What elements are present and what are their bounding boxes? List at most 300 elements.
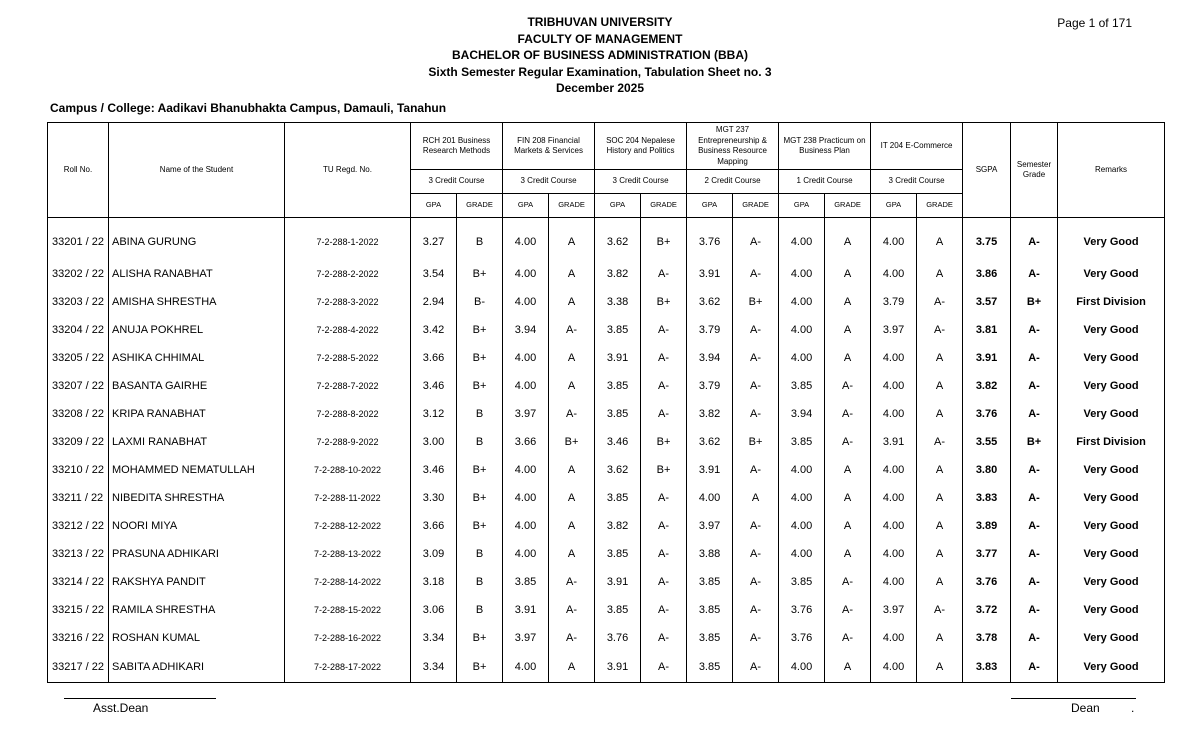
regd-cell: 7-2-288-4-2022 (285, 316, 411, 344)
gpa-cell: 3.97 (503, 400, 549, 428)
grade-cell: A- (641, 512, 687, 540)
gpa-cell: 3.91 (595, 344, 641, 372)
grade-cell: A- (641, 344, 687, 372)
grade-cell: A- (549, 568, 595, 596)
gpa-cell: 3.66 (503, 428, 549, 456)
semester-grade-cell: A- (1011, 596, 1058, 624)
grade-cell: A (825, 540, 871, 568)
table-row (48, 400, 1165, 428)
grade-cell: A- (641, 260, 687, 288)
gpa-cell: 3.46 (411, 372, 457, 400)
grade-cell: A- (825, 372, 871, 400)
grade-cell: B (457, 540, 503, 568)
sgpa-cell: 3.55 (963, 428, 1011, 456)
grade-cell: A (917, 652, 963, 683)
sgpa-cell: 3.86 (963, 260, 1011, 288)
grade-cell: A (917, 344, 963, 372)
table-row (48, 344, 1165, 372)
header-semester-grade: Semester Grade (1011, 123, 1058, 218)
subheader-gpa: GPA (687, 194, 733, 218)
gpa-cell: 3.91 (687, 260, 733, 288)
semester-grade-cell: A- (1011, 456, 1058, 484)
gpa-cell: 3.88 (687, 540, 733, 568)
credit-course-3: 3 Credit Course (595, 170, 687, 194)
table-row (48, 540, 1165, 568)
gpa-cell: 3.66 (411, 512, 457, 540)
header-course-1: RCH 201 Business Research Methods (411, 123, 503, 170)
grade-cell: A (917, 400, 963, 428)
campus-name: Campus / College: Aadikavi Bhanubhakta Campus, Damauli, Tanahun (50, 101, 447, 115)
gpa-cell: 3.85 (503, 568, 549, 596)
grade-cell: A (917, 456, 963, 484)
grade-cell: B (457, 428, 503, 456)
roll-cell: 33209 / 22 (48, 428, 109, 456)
roll-cell: 33210 / 22 (48, 456, 109, 484)
gpa-cell: 4.00 (871, 456, 917, 484)
semester-grade-cell: A- (1011, 372, 1058, 400)
grade-cell: B+ (641, 288, 687, 316)
grade-cell: B+ (641, 428, 687, 456)
grade-cell: A (825, 484, 871, 512)
gpa-cell: 3.76 (779, 596, 825, 624)
regd-cell: 7-2-288-10-2022 (285, 456, 411, 484)
semester-grade-cell: A- (1011, 652, 1058, 683)
grade-cell: B+ (733, 428, 779, 456)
gpa-cell: 3.85 (687, 652, 733, 683)
grade-cell: B+ (457, 652, 503, 683)
student-name-cell: RAMILA SHRESTHA (109, 596, 285, 624)
grade-cell: A- (917, 428, 963, 456)
grade-cell: A- (549, 596, 595, 624)
gpa-cell: 4.00 (779, 316, 825, 344)
grade-cell: A (825, 652, 871, 683)
sgpa-cell: 3.72 (963, 596, 1011, 624)
page-number: Page 1 of 171 (1057, 16, 1132, 30)
roll-cell: 33211 / 22 (48, 484, 109, 512)
grade-cell: A (825, 512, 871, 540)
grade-cell: A- (733, 652, 779, 683)
grade-cell: A (549, 456, 595, 484)
student-name-cell: ROSHAN KUMAL (109, 624, 285, 652)
grade-cell: A- (641, 484, 687, 512)
grade-cell: B+ (457, 456, 503, 484)
grade-cell: A- (733, 218, 779, 261)
student-name-cell: BASANTA GAIRHE (109, 372, 285, 400)
grade-cell: B+ (457, 624, 503, 652)
gpa-cell: 4.00 (871, 400, 917, 428)
semester-grade-cell: A- (1011, 400, 1058, 428)
gpa-cell: 3.85 (595, 484, 641, 512)
subheader-grade: GRADE (457, 194, 503, 218)
grade-cell: A- (825, 428, 871, 456)
semester-grade-cell: A- (1011, 484, 1058, 512)
grade-cell: B (457, 400, 503, 428)
student-name-cell: MOHAMMED NEMATULLAH (109, 456, 285, 484)
grade-cell: B+ (457, 512, 503, 540)
gpa-cell: 4.00 (503, 456, 549, 484)
gpa-cell: 3.54 (411, 260, 457, 288)
gpa-cell: 3.85 (595, 316, 641, 344)
grade-cell: A- (549, 400, 595, 428)
roll-cell: 33216 / 22 (48, 624, 109, 652)
grade-cell: A- (733, 624, 779, 652)
grade-cell: A- (641, 400, 687, 428)
sgpa-cell: 3.76 (963, 568, 1011, 596)
gpa-cell: 4.00 (871, 624, 917, 652)
gpa-cell: 4.00 (503, 288, 549, 316)
student-name-cell: NIBEDITA SHRESTHA (109, 484, 285, 512)
grade-cell: A (917, 260, 963, 288)
grade-cell: A (549, 260, 595, 288)
remarks-cell: Very Good (1058, 456, 1165, 484)
roll-cell: 33204 / 22 (48, 316, 109, 344)
grade-cell: A (549, 288, 595, 316)
grade-cell: B+ (457, 372, 503, 400)
regd-cell: 7-2-288-17-2022 (285, 652, 411, 683)
subheader-gpa: GPA (503, 194, 549, 218)
gpa-cell: 3.97 (871, 316, 917, 344)
sgpa-cell: 3.83 (963, 484, 1011, 512)
program-name: BACHELOR OF BUSINESS ADMINISTRATION (BBA) (452, 48, 748, 62)
gpa-cell: 3.94 (503, 316, 549, 344)
semester-grade-cell: B+ (1011, 428, 1058, 456)
student-name-cell: ALISHA RANABHAT (109, 260, 285, 288)
dean-label: Dean (1071, 701, 1100, 715)
header-course-6: IT 204 E-Commerce (871, 123, 963, 170)
gpa-cell: 3.91 (871, 428, 917, 456)
gpa-cell: 4.00 (871, 484, 917, 512)
subheader-gpa: GPA (779, 194, 825, 218)
gpa-cell: 3.46 (411, 456, 457, 484)
student-name-cell: KRIPA RANABHAT (109, 400, 285, 428)
gpa-cell: 2.94 (411, 288, 457, 316)
semester-grade-cell: B+ (1011, 288, 1058, 316)
header-regd: TU Regd. No. (285, 123, 411, 218)
gpa-cell: 3.76 (687, 218, 733, 261)
gpa-cell: 3.97 (871, 596, 917, 624)
gpa-cell: 3.85 (595, 596, 641, 624)
grade-cell: A- (733, 260, 779, 288)
exam-title: Sixth Semester Regular Examination, Tabulation Sheet no. 3 (428, 64, 772, 79)
semester-grade-cell: A- (1011, 512, 1058, 540)
header-sgpa: SGPA (963, 123, 1011, 218)
remarks-cell: Very Good (1058, 484, 1165, 512)
roll-cell: 33217 / 22 (48, 652, 109, 683)
grade-cell: A (917, 512, 963, 540)
grade-cell: A- (733, 344, 779, 372)
header-remarks: Remarks (1058, 123, 1165, 218)
semester-grade-cell: A- (1011, 344, 1058, 372)
remarks-cell: First Division (1058, 288, 1165, 316)
remarks-cell: Very Good (1058, 512, 1165, 540)
remarks-cell: Very Good (1058, 316, 1165, 344)
sgpa-cell: 3.80 (963, 456, 1011, 484)
grade-cell: A (917, 372, 963, 400)
gpa-cell: 4.00 (779, 218, 825, 261)
gpa-cell: 3.85 (779, 568, 825, 596)
grade-cell: A (825, 218, 871, 261)
gpa-cell: 3.76 (779, 624, 825, 652)
gpa-cell: 4.00 (503, 484, 549, 512)
gpa-cell: 4.00 (779, 260, 825, 288)
semester-grade-cell: A- (1011, 218, 1058, 261)
sgpa-cell: 3.81 (963, 316, 1011, 344)
gpa-cell: 4.00 (871, 652, 917, 683)
subheader-gpa: GPA (871, 194, 917, 218)
regd-cell: 7-2-288-8-2022 (285, 400, 411, 428)
gpa-cell: 3.91 (595, 568, 641, 596)
sgpa-cell: 3.83 (963, 652, 1011, 683)
sgpa-cell: 3.78 (963, 624, 1011, 652)
gpa-cell: 3.46 (595, 428, 641, 456)
student-name-cell: AMISHA SHRESTHA (109, 288, 285, 316)
gpa-cell: 4.00 (779, 512, 825, 540)
sgpa-cell: 3.91 (963, 344, 1011, 372)
gpa-cell: 3.00 (411, 428, 457, 456)
gpa-cell: 4.00 (871, 568, 917, 596)
semester-grade-cell: A- (1011, 568, 1058, 596)
sgpa-cell: 3.75 (963, 218, 1011, 261)
gpa-cell: 4.00 (871, 540, 917, 568)
remarks-cell: Very Good (1058, 260, 1165, 288)
roll-cell: 33215 / 22 (48, 596, 109, 624)
grade-cell: A- (641, 372, 687, 400)
grade-cell: A (825, 288, 871, 316)
regd-cell: 7-2-288-9-2022 (285, 428, 411, 456)
gpa-cell: 3.79 (687, 316, 733, 344)
regd-cell: 7-2-288-14-2022 (285, 568, 411, 596)
gpa-cell: 3.62 (687, 428, 733, 456)
gpa-cell: 3.94 (687, 344, 733, 372)
document-header (0, 14, 1200, 97)
sgpa-cell: 3.57 (963, 288, 1011, 316)
subheader-grade: GRADE (733, 194, 779, 218)
gpa-cell: 3.62 (595, 456, 641, 484)
exam-date: December 2025 (555, 81, 645, 95)
grade-cell: B+ (549, 428, 595, 456)
subheader-grade: GRADE (549, 194, 595, 218)
gpa-cell: 3.85 (595, 540, 641, 568)
remarks-cell: Very Good (1058, 344, 1165, 372)
gpa-cell: 3.06 (411, 596, 457, 624)
student-name-cell: ASHIKA CHHIMAL (109, 344, 285, 372)
faculty-name: FACULTY OF MANAGEMENT (517, 31, 683, 46)
gpa-cell: 3.91 (687, 456, 733, 484)
remarks-cell: Very Good (1058, 218, 1165, 261)
credit-course-4: 2 Credit Course (687, 170, 779, 194)
sgpa-cell: 3.76 (963, 400, 1011, 428)
grade-cell: A (549, 652, 595, 683)
grade-cell: A- (733, 512, 779, 540)
gpa-cell: 3.85 (595, 372, 641, 400)
gpa-cell: 4.00 (503, 260, 549, 288)
subheader-grade: GRADE (917, 194, 963, 218)
gpa-cell: 3.79 (871, 288, 917, 316)
remarks-cell: Very Good (1058, 596, 1165, 624)
student-name-cell: LAXMI RANABHAT (109, 428, 285, 456)
gpa-cell: 4.00 (871, 344, 917, 372)
grade-cell: A (549, 344, 595, 372)
grade-cell: A- (825, 596, 871, 624)
grade-cell: B+ (641, 218, 687, 261)
subheader-grade: GRADE (641, 194, 687, 218)
regd-cell: 7-2-288-7-2022 (285, 372, 411, 400)
gpa-cell: 4.00 (871, 372, 917, 400)
grade-cell: A- (733, 596, 779, 624)
grade-cell: B+ (457, 260, 503, 288)
gpa-cell: 4.00 (871, 218, 917, 261)
roll-cell: 33212 / 22 (48, 512, 109, 540)
grade-cell: A (917, 624, 963, 652)
remarks-cell: First Division (1058, 428, 1165, 456)
semester-grade-cell: A- (1011, 316, 1058, 344)
gpa-cell: 3.82 (687, 400, 733, 428)
table-row (48, 456, 1165, 484)
asst-dean-signature-line (64, 698, 216, 699)
grade-cell: A- (825, 400, 871, 428)
grade-cell: A- (641, 596, 687, 624)
gpa-cell: 3.85 (595, 400, 641, 428)
gpa-cell: 4.00 (503, 218, 549, 261)
gpa-cell: 3.79 (687, 372, 733, 400)
asst-dean-label: Asst.Dean (93, 701, 149, 715)
grade-cell: A (825, 456, 871, 484)
gpa-cell: 3.27 (411, 218, 457, 261)
table-row (48, 512, 1165, 540)
gpa-cell: 4.00 (779, 652, 825, 683)
grade-cell: A- (825, 568, 871, 596)
roll-cell: 33202 / 22 (48, 260, 109, 288)
credit-course-2: 3 Credit Course (503, 170, 595, 194)
grade-cell: B+ (457, 484, 503, 512)
grade-cell: A- (641, 540, 687, 568)
regd-cell: 7-2-288-12-2022 (285, 512, 411, 540)
table-row (48, 624, 1165, 652)
grade-cell: A (549, 218, 595, 261)
header-course-4: MGT 237 Entrepreneurship & Business Resource Mapping (687, 123, 779, 170)
grade-cell: A- (917, 596, 963, 624)
gpa-cell: 4.00 (503, 540, 549, 568)
gpa-cell: 3.94 (779, 400, 825, 428)
dean-dot: . (1131, 701, 1135, 715)
grade-cell: A- (641, 316, 687, 344)
gpa-cell: 4.00 (779, 456, 825, 484)
grade-cell: A- (733, 540, 779, 568)
gpa-cell: 3.91 (503, 596, 549, 624)
gpa-cell: 3.85 (687, 568, 733, 596)
student-name-cell: RAKSHYA PANDIT (109, 568, 285, 596)
grade-cell: B (457, 568, 503, 596)
gpa-cell: 4.00 (779, 540, 825, 568)
semester-grade-cell: A- (1011, 260, 1058, 288)
table-row (48, 596, 1165, 624)
grade-cell: A (733, 484, 779, 512)
gpa-cell: 4.00 (871, 260, 917, 288)
grade-cell: A- (641, 568, 687, 596)
remarks-cell: Very Good (1058, 624, 1165, 652)
roll-cell: 33207 / 22 (48, 372, 109, 400)
table-row (48, 652, 1165, 683)
student-rows (48, 218, 1165, 683)
gpa-cell: 3.38 (595, 288, 641, 316)
gpa-cell: 3.85 (779, 428, 825, 456)
grade-cell: A (917, 484, 963, 512)
regd-cell: 7-2-288-13-2022 (285, 540, 411, 568)
student-name-cell: SABITA ADHIKARI (109, 652, 285, 683)
table-row (48, 484, 1165, 512)
regd-cell: 7-2-288-11-2022 (285, 484, 411, 512)
grade-cell: A- (733, 568, 779, 596)
table-row (48, 218, 1165, 261)
gpa-cell: 3.82 (595, 260, 641, 288)
grade-cell: A- (641, 652, 687, 683)
grade-cell: B (457, 596, 503, 624)
student-name-cell: ANUJA POKHREL (109, 316, 285, 344)
grade-cell: A (549, 372, 595, 400)
grade-cell: A- (549, 624, 595, 652)
grade-cell: B+ (457, 344, 503, 372)
semester-grade-cell: A- (1011, 540, 1058, 568)
regd-cell: 7-2-288-2-2022 (285, 260, 411, 288)
subheader-gpa: GPA (595, 194, 641, 218)
gpa-cell: 4.00 (687, 484, 733, 512)
gpa-cell: 3.34 (411, 624, 457, 652)
student-name-cell: ABINA GURUNG (109, 218, 285, 261)
sgpa-cell: 3.77 (963, 540, 1011, 568)
roll-cell: 33213 / 22 (48, 540, 109, 568)
student-name-cell: NOORI MIYA (109, 512, 285, 540)
gpa-cell: 3.66 (411, 344, 457, 372)
student-name-cell: PRASUNA ADHIKARI (109, 540, 285, 568)
table-row (48, 316, 1165, 344)
header-roll: Roll No. (48, 123, 109, 218)
remarks-cell: Very Good (1058, 568, 1165, 596)
roll-cell: 33205 / 22 (48, 344, 109, 372)
remarks-cell: Very Good (1058, 400, 1165, 428)
remarks-cell: Very Good (1058, 540, 1165, 568)
header-course-3: SOC 204 Nepalese History and Politics (595, 123, 687, 170)
grade-cell: A- (641, 624, 687, 652)
gpa-cell: 3.82 (595, 512, 641, 540)
sgpa-cell: 3.82 (963, 372, 1011, 400)
gpa-cell: 3.62 (595, 218, 641, 261)
grade-cell: A- (825, 624, 871, 652)
grade-cell: B- (457, 288, 503, 316)
gpa-cell: 3.18 (411, 568, 457, 596)
gpa-cell: 4.00 (503, 344, 549, 372)
gpa-cell: 3.30 (411, 484, 457, 512)
regd-cell: 7-2-288-1-2022 (285, 218, 411, 261)
grade-cell: A- (733, 456, 779, 484)
regd-cell: 7-2-288-15-2022 (285, 596, 411, 624)
credit-course-1: 3 Credit Course (411, 170, 503, 194)
gpa-cell: 4.00 (503, 512, 549, 540)
gpa-cell: 4.00 (779, 344, 825, 372)
gpa-cell: 3.85 (687, 596, 733, 624)
gpa-cell: 3.97 (687, 512, 733, 540)
gpa-cell: 3.85 (779, 372, 825, 400)
subheader-gpa: GPA (411, 194, 457, 218)
gpa-cell: 3.09 (411, 540, 457, 568)
dean-signature-line (1011, 698, 1136, 699)
grade-cell: A (549, 484, 595, 512)
grade-cell: A (825, 344, 871, 372)
gpa-cell: 4.00 (779, 484, 825, 512)
grade-cell: B+ (733, 288, 779, 316)
sgpa-cell: 3.89 (963, 512, 1011, 540)
grade-cell: A (917, 540, 963, 568)
roll-cell: 33214 / 22 (48, 568, 109, 596)
